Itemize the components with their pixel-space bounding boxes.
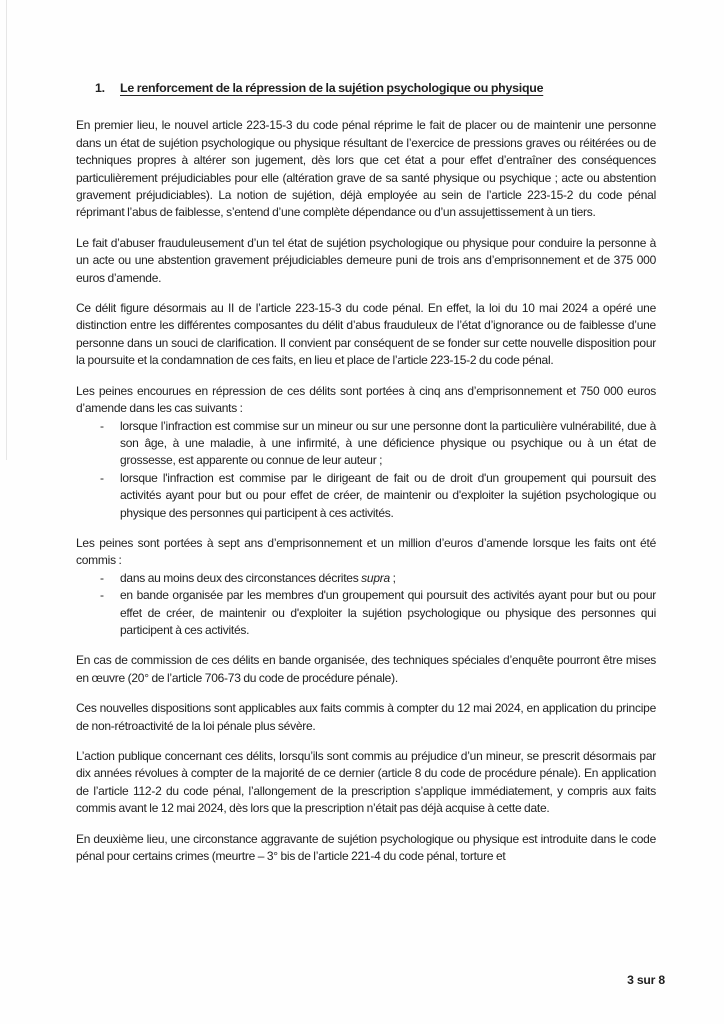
heading-title: Le renforcement de la répression de la sujétion psychologique ou physique xyxy=(120,81,544,95)
list-item-text xyxy=(120,570,656,587)
list-item-text: lorsque l'infraction est commise par le dirigeant de fait ou de droit d'un groupement qui poursuit des activités ayant pour but ou pour effet de créer, de maintenir ou d'exploiter la sujétion psychologique ou physique des personnes qui participent à ces activités. xyxy=(120,470,656,520)
section-heading xyxy=(95,80,656,97)
list-marker: - xyxy=(100,570,104,585)
list-marker: - xyxy=(100,470,104,485)
list-item xyxy=(76,570,656,587)
paragraph-9: En deuxième lieu, une circonstance aggravante de sujétion psychologique ou physique est introduite dans le code pénal pour certains crimes (meurtre – 3° bis de l’article 221-4 du code pénal, torture et xyxy=(76,831,656,864)
list-item-text: en bande organisée par les membres d'un groupement qui poursuit des activités ayant pour but ou pour effet de créer, de maintenir ou d'exploiter la sujétion psychologique ou physique des personnes qui participent à ces activités. xyxy=(120,588,656,637)
bullet-list-penalties-seven-years xyxy=(76,570,656,640)
list-item-text: lorsque l’infraction est commise sur un mineur ou sur une personne dont la particulière vulnérabilité, due à son âge, à une maladie, à une infirmité, à une déficience physique ou psychique ou à un état de grossesse, est apparente ou connue de leur auteur ; xyxy=(120,418,656,468)
heading-number: 1. xyxy=(95,81,105,95)
paragraph-7: Ces nouvelles dispositions sont applicables aux faits commis à compter du 12 mai 2024, en application du principe de non-rétroactivité de la loi pénale plus sévère. xyxy=(76,701,656,733)
paragraph-2: Le fait d’abuser frauduleusement d’un tel état de sujétion psychologique ou physique pour conduire la personne à un acte ou une abstention gravement préjudiciables demeure puni de trois ans d’emprisonnement et de 375 000 euros d’amende. xyxy=(76,235,656,285)
page-number: 3 sur 8 xyxy=(627,973,665,987)
paragraph-1: En premier lieu, le nouvel article 223-15-3 du code pénal réprime le fait de placer ou de maintenir une personne dans un état de sujétion psychologique ou physique résultant de l’exercice de pressions graves ou réitérées ou de techniques propres à altérer son jugement, dès lors que cet état a pour effet d’entraîner des conséquences particulièrement préjudiciables pour elle (altération grave de sa santé physique ou psychique ; acte ou abstention gravement préjudiciables). La notion de sujétion, déjà employée au sein de l’article 223-15-2 du code pénal réprimant l’abus de faiblesse, s’entend d’une complète dépendance ou d’un assujettissement à un tiers. xyxy=(76,118,656,220)
list-item-text-post: ; xyxy=(389,570,396,585)
document-content xyxy=(76,80,656,878)
list-item xyxy=(76,470,656,522)
paragraph-4-intro: Les peines encourues en répression de ces délits sont portées à cinq ans d’emprisonnement et 750 000 euros d’amende dans les cas suivants : xyxy=(76,383,656,416)
list-item xyxy=(76,418,656,470)
paragraph-8: L’action publique concernant ces délits, lorsqu’ils sont commis au préjudice d’un mineur, se prescrit désormais par dix années révolues à compter de la majorité de ce dernier (article 8 du code de procédure pénale). En application de l’article 112-2 du code pénal, l’allongement de la prescription s’applique immédiatement, y compris aux faits commis avant le 12 mai 2024, dès lors que la prescription n’était pas déjà acquise à cette date. xyxy=(76,749,656,816)
bullet-list-penalties-five-years xyxy=(76,418,656,522)
list-item-text-pre: dans au moins deux des circonstances décrites xyxy=(120,570,362,585)
list-item-text-latin: supra xyxy=(361,570,390,585)
list-item xyxy=(76,587,656,639)
scan-artifact-line xyxy=(6,0,7,460)
paragraph-6: En cas de commission de ces délits en bande organisée, des techniques spéciales d’enquête pourront être mises en œuvre (20° de l’article 706-73 du code de procédure pénale). xyxy=(76,653,656,685)
paragraph-5-intro: Les peines sont portées à sept ans d’emprisonnement et un million d’euros d’amende lorsque les faits ont été commis : xyxy=(76,535,656,568)
list-marker: - xyxy=(100,418,104,433)
list-marker: - xyxy=(100,588,104,603)
paragraph-3: Ce délit figure désormais au II de l’article 223-15-3 du code pénal. En effet, la loi du 10 mai 2024 a opéré une distinction entre les différentes composantes du délit d’abus frauduleux de l’état d’ignorance ou de faiblesse d’une personne dans un souci de clarification. Il convient par conséquent de se fonder sur cette nouvelle disposition pour la poursuite et la condamnation de ces faits, en lieu et place de l’article 223-15-2 du code pénal. xyxy=(76,301,656,368)
